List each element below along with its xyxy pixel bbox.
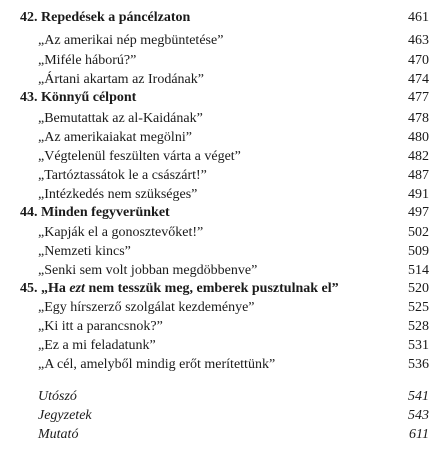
toc-backmatter <box>38 406 429 426</box>
toc-page-number: 541 <box>408 389 429 404</box>
toc-title: „Senki sem volt jobban megdöbbenve” <box>38 263 258 278</box>
toc-section <box>38 70 429 90</box>
toc-page-number: 520 <box>408 281 429 296</box>
toc-page-number: 478 <box>408 111 429 126</box>
toc-section <box>38 223 429 243</box>
toc-title: „Miféle háború?” <box>38 53 137 68</box>
toc-page-number: 525 <box>408 300 429 315</box>
toc-chapter-42 <box>20 8 429 28</box>
toc-page-number: 543 <box>408 408 429 423</box>
toc-section <box>38 298 429 318</box>
toc-page-number: 491 <box>408 187 429 202</box>
toc-section <box>38 128 429 148</box>
toc-page-number: 536 <box>408 357 429 372</box>
toc-title: Jegyzetek <box>38 408 92 423</box>
toc-page-number: 514 <box>408 263 429 278</box>
toc-page-number: 509 <box>408 244 429 259</box>
toc-section <box>38 355 429 375</box>
toc-page-number: 474 <box>408 72 429 87</box>
toc-page-number: 477 <box>408 90 429 105</box>
toc-title: 42. Repedések a páncélzaton <box>20 10 191 25</box>
toc-title: 43. Könnyű célpont <box>20 90 137 105</box>
toc-section <box>38 242 429 262</box>
toc-page-number: 487 <box>408 168 429 183</box>
toc-title: „Bemutattak az al-Kaidának” <box>38 111 203 126</box>
toc-backmatter <box>38 387 429 407</box>
toc-title-end: nem tesszük meg, emberek pusztulnak el” <box>84 281 339 296</box>
toc-chapter-43 <box>20 88 429 108</box>
toc-section <box>38 317 429 337</box>
toc-title-emphasis: ezt <box>69 281 85 296</box>
toc-section <box>38 109 429 129</box>
toc-page-number: 528 <box>408 319 429 334</box>
toc-page-number: 611 <box>409 427 429 442</box>
toc-section <box>38 147 429 167</box>
toc-title: „Végtelenül feszülten várta a véget” <box>38 149 241 164</box>
toc-page-number: 482 <box>408 149 429 164</box>
toc-title: „Ki itt a parancsnok?” <box>38 319 163 334</box>
toc-section <box>38 261 429 281</box>
toc-title: „Nemzeti kincs” <box>38 244 131 259</box>
toc-title: „Az amerikaiakat megölni” <box>38 130 192 145</box>
toc-chapter-44 <box>20 203 429 223</box>
toc-section <box>38 51 429 71</box>
toc-title: „Az amerikai nép megbüntetése” <box>38 33 224 48</box>
toc-section <box>38 185 429 205</box>
toc-title <box>20 279 339 299</box>
toc-page-number: 470 <box>408 53 429 68</box>
toc-title: „Ártani akartam az Irodának” <box>38 72 204 87</box>
toc-page-number: 463 <box>408 33 429 48</box>
toc-title: „Egy hírszerző szolgálat kezdeménye” <box>38 300 255 315</box>
toc-title: „Intézkedés nem szükséges” <box>38 187 198 202</box>
toc-section <box>38 31 429 51</box>
toc-title: Mutató <box>38 427 79 442</box>
toc-title: „Kapják el a gonosztevőket!” <box>38 225 204 240</box>
toc-section <box>38 166 429 186</box>
toc-backmatter <box>38 425 429 445</box>
toc-title: Utószó <box>38 389 77 404</box>
toc-page-number: 531 <box>408 338 429 353</box>
toc-title-start: 45. „Ha <box>20 281 70 296</box>
toc-page-number: 461 <box>408 10 429 25</box>
toc-page-number: 497 <box>408 205 429 220</box>
toc-page-number: 480 <box>408 130 429 145</box>
toc-title: „Ez a mi feladatunk” <box>38 338 156 353</box>
toc-page-number: 502 <box>408 225 429 240</box>
toc-chapter-45 <box>20 279 429 299</box>
toc-title: „A cél, amelyből mindig erőt merítettünk” <box>38 357 276 372</box>
toc-section <box>38 336 429 356</box>
toc-title: „Tartóztassátok le a császárt!” <box>38 168 207 183</box>
toc-title: 44. Minden fegyverünket <box>20 205 170 220</box>
